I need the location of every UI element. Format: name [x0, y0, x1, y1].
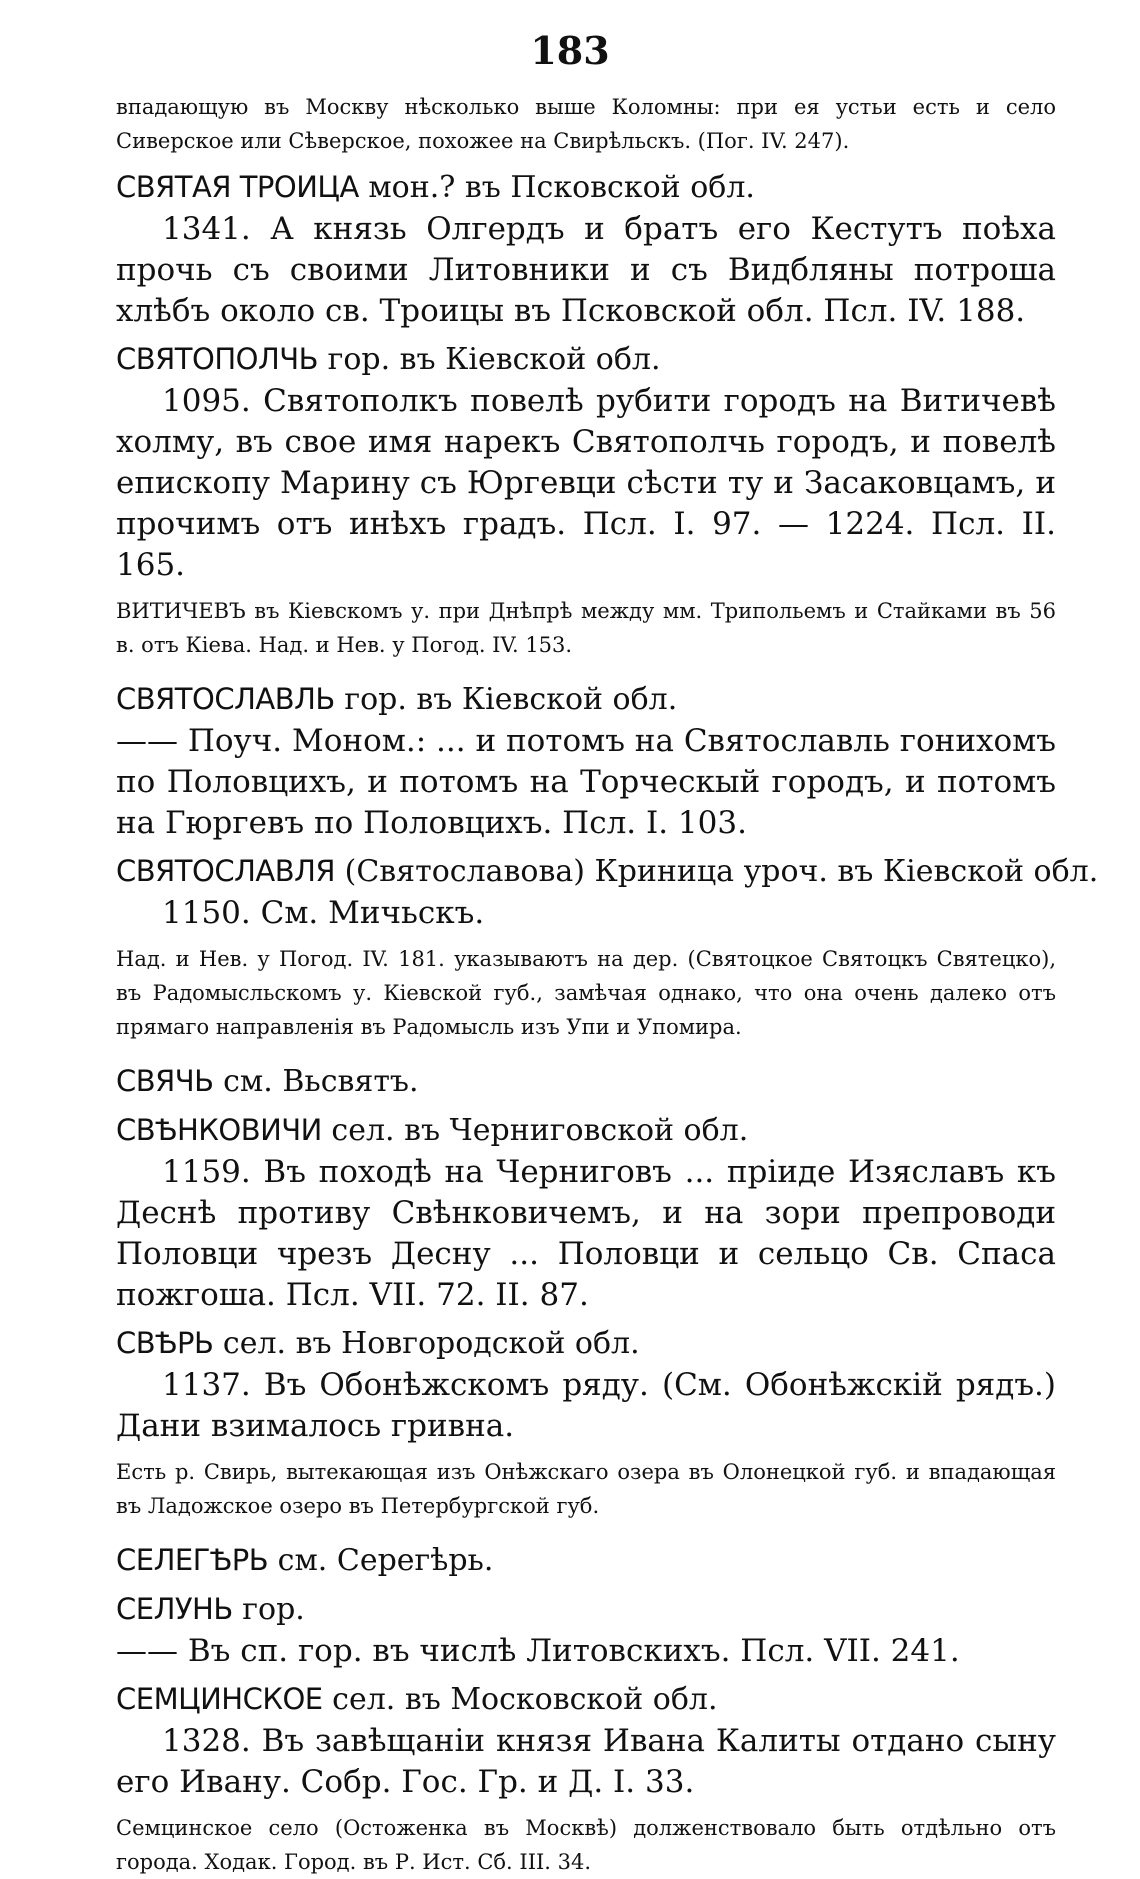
entry-title: СЕЛУНЬ: [116, 1592, 233, 1626]
entry-text: 1137. Въ Обонѣжскомъ ряду. (См. Обонѣжскій рядъ.) Дани взималось гривна.: [116, 1367, 1056, 1444]
entry-descriptor: сел. въ Новгородской обл.: [213, 1326, 640, 1361]
entry-text: 1341. А князь Олгердъ и братъ его Кестутъ поѣха прочь съ своими Литовники и съ Видбляны потроша хлѣбъ около св. Троицы въ Псковской обл. Псл. IV. 188.: [116, 211, 1056, 329]
entry-descriptor: см. Серегѣрь.: [268, 1543, 494, 1578]
entry-title: СВЯТАЯ ТРОИЦА: [116, 170, 359, 204]
note-text: Есть р. Свирь, вытекающая изъ Онѣжскаго озера въ Олонецкой губ. и впадающая въ Ладожское озеро въ Петербургской губ.: [116, 1460, 1056, 1518]
entry-title: СВѢРЬ: [116, 1326, 214, 1360]
entry-heading: [116, 1678, 1056, 1721]
entry-descriptor: гор. въ Кіевской обл.: [318, 342, 661, 377]
entry-heading: [116, 1588, 1056, 1631]
entry-descriptor: см. Вьсвятъ.: [213, 1064, 419, 1099]
entry-heading: [116, 1109, 1056, 1152]
entry-descriptor: мон.? въ Псковской обл.: [358, 170, 755, 205]
note-text: впадающую въ Москву нѣсколько выше Коломны: при ея устьи есть и село Сиверское или Сѣверское, похожее на Свирѣльскъ. (Пог. IV. 247).: [116, 95, 1056, 153]
entry-text: 1150. См. Мичьскъ.: [162, 895, 485, 931]
entry-text: —— Въ сп. гор. въ числѣ Литовскихъ. Псл. VII. 241.: [116, 1633, 960, 1669]
entry-descriptor: гор.: [232, 1592, 305, 1627]
entry-title: СВѢНКОВИЧИ: [116, 1113, 322, 1147]
entry-title: СВЯТОПОЛЧЬ: [116, 342, 319, 376]
note-text: Над. и Нев. у Погод. IV. 181. указываютъ на дер. (Святоцкое Святоцкъ Святецко), въ Радомысльскомъ у. Кіевской губ., замѣчая однако, что она очень далеко отъ прямаго направленія въ Радомысль изъ Упи и Упомира.: [116, 947, 1056, 1039]
entry-text: 1095. Святополкъ повелѣ рубити городъ на Витичевѣ холму, въ свое имя нарекъ Святополчь городъ, и повелѣ епископу Марину съ Юргевци сѣсти ту и Засаковцамъ, и прочимъ отъ инѣхъ градъ. Псл. I. 97. — 1224. Псл. II. 165.: [116, 383, 1056, 583]
entry-title: СЕМЦИНСКОЕ: [116, 1682, 323, 1716]
entry-heading: [116, 1322, 1056, 1365]
entry-title: СВЯТОСЛАВЛЯ: [116, 854, 336, 888]
entry-heading: [116, 1060, 1056, 1103]
entry-descriptor: гор. въ Кіевской обл.: [334, 682, 678, 717]
entry-heading: [116, 678, 1056, 721]
page-number: 183: [530, 28, 610, 73]
note-text: Семцинское село (Остоженка въ Москвѣ) долженствовало быть отдѣльно отъ города. Ходак. Город. въ Р. Ист. Сб. III. 34.: [116, 1816, 1056, 1874]
entry-heading: [116, 166, 1056, 209]
entry-heading: [116, 1539, 1056, 1582]
entry-descriptor: сел. въ Черниговской обл.: [321, 1113, 749, 1148]
entry-text: —— Поуч. Моном.: ... и потомъ на Святославль гонихомъ по Половцихъ, и потомъ на Торческый городъ, и потомъ на Гюргевъ по Половцихъ. Псл. I. 103.: [116, 723, 1056, 841]
entry-title: СВЯТОСЛАВЛЬ: [116, 682, 335, 716]
entry-text: 1159. Въ походѣ на Черниговъ ... пріиде Изяславъ къ Деснѣ противу Свѣнковичемъ, и на зори препроводи Половци чрезъ Десну ... Половци и сельцо Св. Спаса пожгоша. Псл. VII. 72. II. 87.: [116, 1154, 1056, 1313]
entry-heading: [116, 850, 1099, 893]
entry-title: СЕЛЕГѢРЬ: [116, 1543, 269, 1577]
entry-descriptor: сел. въ Московской обл.: [322, 1682, 718, 1717]
entry-title: СВЯЧЬ: [116, 1064, 214, 1098]
note-text: ВИТИЧЕВЪ въ Кіевскомъ у. при Днѣпрѣ между мм. Трипольемъ и Стайками въ 56 в. отъ Кіева. Над. и Нев. у Погод. IV. 153.: [116, 599, 1056, 657]
entry-heading: [116, 338, 1056, 381]
entry-descriptor: (Святославова) Криница уроч. въ Кіевской обл.: [335, 854, 1099, 889]
page-body: [116, 90, 1099, 1879]
entry-text: 1328. Въ завѣщаніи князя Ивана Калиты отдано сыну его Ивану. Собр. Гос. Гр. и Д. I. 33.: [116, 1723, 1056, 1800]
